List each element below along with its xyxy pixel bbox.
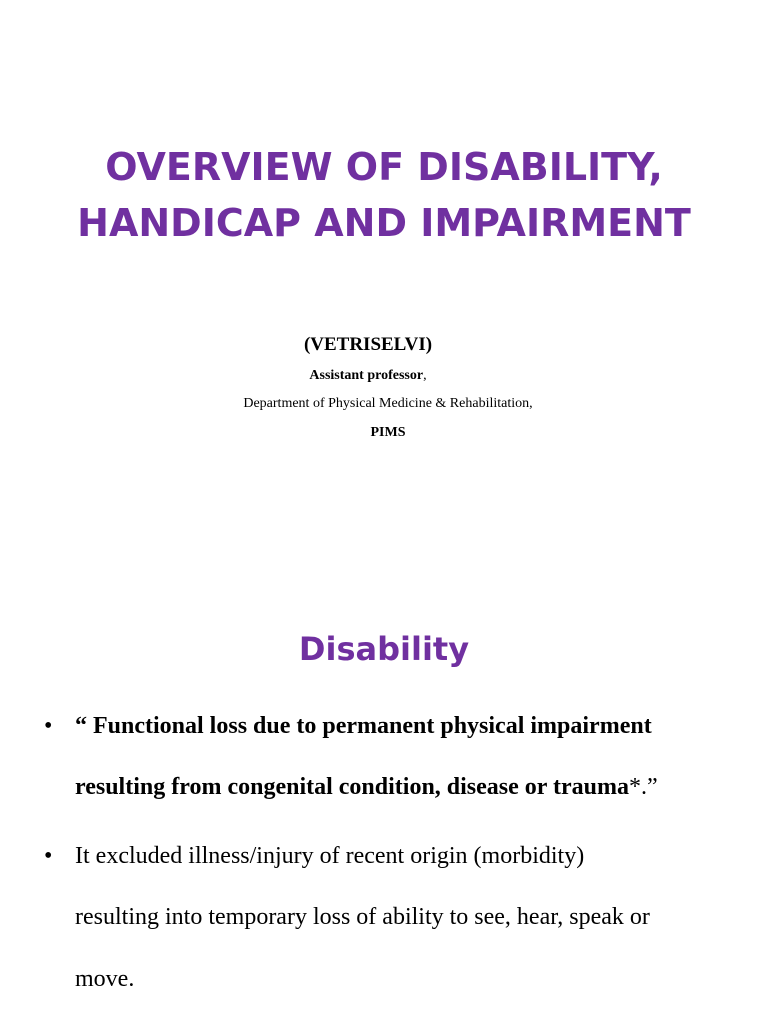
author-department: Department of Physical Medicine & Rehabilitation, <box>243 396 533 411</box>
author-name: (VETRISELVI) <box>303 334 433 355</box>
bullet-1-line-2 <box>75 774 658 801</box>
bullet-1-line-2-tail: *.” <box>629 774 658 800</box>
bullet-marker-2: • <box>44 843 53 869</box>
bullet-2-line-1: It excluded illness/injury of recent origin (morbidity) <box>75 843 585 869</box>
title-line-1: OVERVIEW OF DISABILITY, <box>105 145 663 189</box>
author-role-text: Assistant professor <box>309 368 424 383</box>
bullet-1-line-2-text: resulting from congenital condition, disease or trauma <box>75 774 629 800</box>
author-institution: PIMS <box>370 425 406 440</box>
author-role-suffix: , <box>423 368 427 383</box>
bullet-marker-1: • <box>44 713 53 739</box>
title-line-2: HANDICAP AND IMPAIRMENT <box>77 201 691 245</box>
bullet-2-line-3: move. <box>75 966 135 992</box>
section-heading: Disability <box>298 630 470 668</box>
bullet-1-line-1: “ Functional loss due to permanent physical impairment <box>75 713 652 739</box>
author-role <box>0 368 736 384</box>
bullet-2-line-2: resulting into temporary loss of ability to see, hear, speak or <box>75 904 650 930</box>
